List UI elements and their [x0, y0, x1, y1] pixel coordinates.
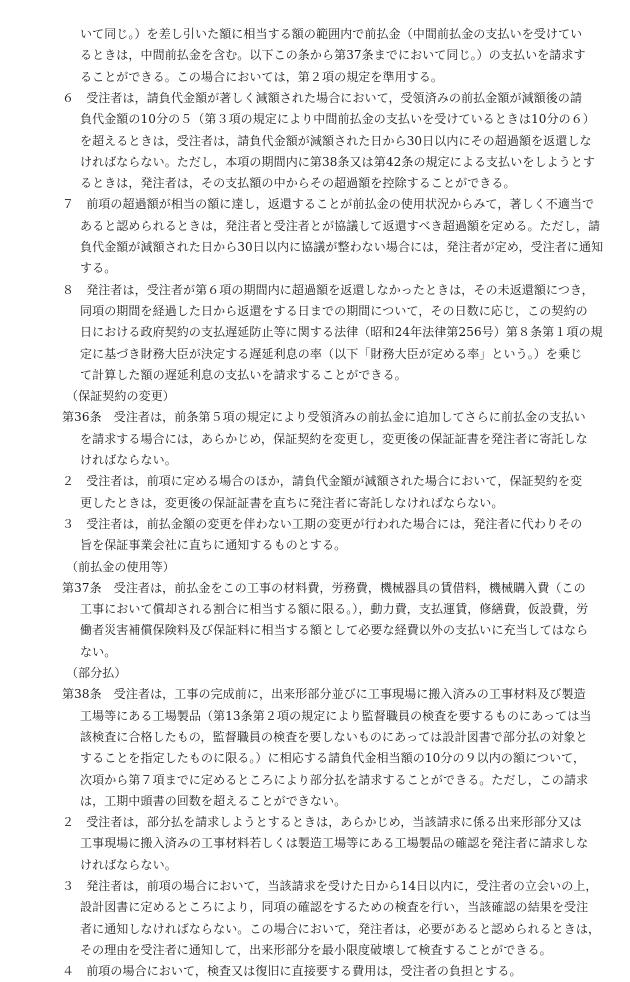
paragraph-line: 次項から第７項までに定めるところにより部分払を請求することができる。ただし，この請求 [80, 772, 589, 787]
paragraph-line: ４ 前項の場合において，検査又は復旧に直接要する費用は，受注者の負担とする。 [62, 964, 522, 979]
paragraph-line: ない。 [80, 644, 117, 659]
paragraph-line: 者に通知しなければならない。この場合において，発注者は，必要があると認められるときは， [80, 921, 601, 936]
paragraph-line: て計算した額の遅延利息の支払いを請求することができる。 [80, 367, 407, 382]
paragraph-line: は，工期中頭書の回数を超えることができない。 [80, 793, 347, 808]
paragraph-line: 工事において償却される割合に相当する額に限る。），動力費，支払運賃，修繕費，仮設費，労 [80, 602, 589, 617]
paragraph-line: を請求する場合には，あらかじめ，保証契約を変更し，変更後の保証証書を発注者に寄託しな [80, 431, 588, 446]
paragraph-line: 同項の期間を経過した日から返還をする日までの期間について，その日数に応じ，この契約の [80, 303, 588, 318]
paragraph-line: 日における政府契約の支払遅延防止等に関する法律（昭和24年法律第256号）第８条第１項の規 [80, 325, 603, 340]
paragraph-line: あると認められるときは，発注者と受注者とが協議して返還すべき超過額を定める。ただし，請 [80, 218, 601, 233]
paragraph-line: 負代金額が減額された日から30日以内に協議が整わない場合には，発注者が定め，受注者に通知 [80, 240, 604, 254]
paragraph-line: することを指定したものに限る。）に相応する請負代金相当額の10分の９以内の額について， [80, 751, 586, 766]
section-heading: （保証契約の変更） [66, 389, 175, 404]
paragraph-line: その理由を受注者に通知して，出来形部分を最小限度破壊して検査することができる。 [80, 942, 552, 957]
paragraph-line: いて同じ。）を差し引いた額に相当する額の範囲内で前払金（中間前払金の支払いを受けてい [80, 27, 583, 41]
paragraph-line: 旨を保証事業会社に直ちに通知するものとする。 [80, 538, 347, 553]
paragraph-line: 負代金額の10分の５（第３項の規定により中間前払金の支払いを受けているときは10分の６） [80, 112, 595, 127]
paragraph-line: 第36条 受注者は，前条第５項の規定により受領済みの前払金に追加してさらに前払金の支払い [62, 410, 586, 425]
paragraph-line: ３ 受注者は，前払金額の変更を伴わない工期の変更が行われた場合には，発注者に代わりその [62, 516, 583, 531]
paragraph-line: 第38条 受注者は，工事の完成前に，出来形部分並びに工事現場に搬入済みの工事材料及び製造 [62, 687, 586, 702]
section-heading: （前払金の使用等） [66, 559, 175, 574]
paragraph-line: るときは，発注者は，その支払額の中からその超過額を控除することができる。 [80, 176, 516, 191]
paragraph-line: ７ 前項の超過額が相当の額に達し，返還することが前払金の使用状況からみて，著しく不適当で [62, 197, 595, 212]
section-heading: （部分払） [66, 666, 127, 680]
paragraph-line: ければならない。ただし，本項の期間内に第38条又は第42条の規定による支払いをしようとす [80, 154, 595, 169]
paragraph-line: ければならない。 [80, 453, 177, 467]
paragraph-line: を超えるときは，受注者は，請負代金額が減額された日から30日以内にその超過額を返還しな [80, 133, 592, 148]
paragraph-line: 定に基づき財務大臣が決定する遅延利息の率（以下「財務大臣が定める率」という。）を乗じ [80, 346, 583, 361]
paragraph-line: 工事現場に搬入済みの工事材料若しくは製造工場等にある工場製品の確認を発注者に請求しな [80, 836, 589, 851]
paragraph-line: 第37条 受注者は，前払金をこの工事の材料費，労務費，機械器具の賃借料，機械購入費（この [62, 580, 586, 595]
paragraph-line: ければならない。 [80, 857, 177, 872]
paragraph-line: るときは，中間前払金を含む。以下この条から第37条までにおいて同じ。）の支払いを請求す [80, 48, 586, 63]
paragraph-line: ８ 発注者は，受注者が第６項の期間内に超過額を返還しなかったときは，その未返還額につき， [62, 282, 594, 297]
paragraph-line: ることができる。この場合においては，第２項の規定を準用する。 [80, 69, 444, 84]
paragraph-line: 設計図書に定めるところにより，同項の確認をするための検査を行い，当該確認の結果を受注 [80, 900, 589, 915]
paragraph-line: ２ 受注者は，前項に定める場合のほか，請負代金額が減額された場合において，保証契約を変 [62, 474, 583, 489]
paragraph-line: ３ 発注者は，前項の場合において，当該請求を受けた日から14日以内に，受注者の立会いの上， [62, 879, 598, 893]
paragraph-line: ６ 受注者は，請負代金額が著しく減額された場合において，受領済みの前払金額が減額後の請 [62, 90, 583, 105]
paragraph-line: 該検査に合格したもの，監督職員の検査を要しないものにあっては設計図書で部分払の対象と [80, 729, 588, 744]
paragraph-line: 工場等にある工場製品（第13条第２項の規定により監督職員の検査を要するものにあっては当 [80, 708, 592, 723]
paragraph-line: する。 [80, 261, 117, 276]
paragraph-line: ２ 受注者は，部分払を請求しようとするときは，あらかじめ，当該請求に係る出来形部分又は [62, 815, 582, 830]
paragraph-line: 更したときは，変更後の保証証書を直ちに発注者に寄託しなければならない。 [80, 495, 504, 510]
paragraph-line: 働者災害補償保険料及び保証料に相当する額として必要な経費以外の支払いに充当してはなら [80, 623, 589, 638]
